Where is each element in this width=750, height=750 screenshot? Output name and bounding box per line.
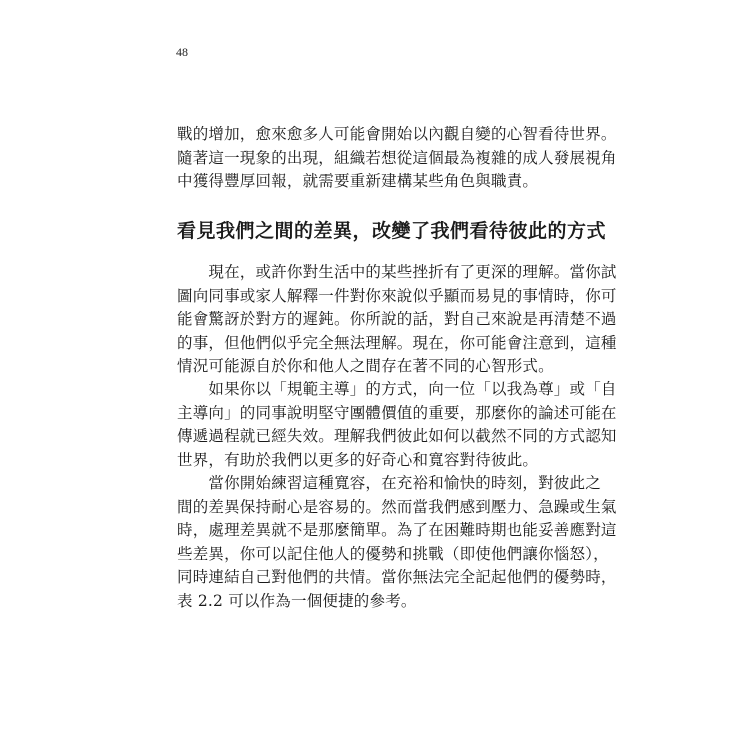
text-line: 表 2.2 可以作為一個便捷的參考。 [177,591,417,610]
text-line: 情況可能源自於你和他人之間存在著不同的心智形式。 [177,357,554,375]
text-line: 世界，有助於我們以更多的好奇心和寬容對待彼此。 [177,450,539,469]
paragraph-1 [177,261,617,379]
text-line: 中獲得豐厚回報，就需要重新建構某些角色與職責。 [177,172,539,190]
text-line: 能會驚訝於對方的遲鈍。你所說的話，對自己來說是再清楚不過 [177,310,617,328]
text-line: 隨著這一現象的出現，組織若想從這個最為複雜的成人發展視角 [177,148,617,167]
text-line: 現在，或許你對生活中的某些挫折有了更深的理解。當你試 [177,263,617,281]
page-number: 48 [176,45,188,59]
intro-paragraph [177,123,617,194]
paragraph-3 [177,472,617,613]
text-line: 圖向同事或家人解釋一件對你來說似乎顯而易見的事情時，你可 [177,286,617,305]
text-line: 當你開始練習這種寬容，在充裕和愉快的時刻，對彼此之 [177,474,601,492]
text-line: 的事，但他們似乎完全無法理解。現在，你可能會注意到，這種 [177,333,617,352]
text-line: 傳遞過程就已經失效。理解我們彼此如何以截然不同的方式認知 [177,427,617,445]
text-line: 主導向」的同事說明堅守團體價值的重要，那麼你的論述可能在 [177,403,617,422]
paragraph-2 [177,378,617,472]
text-line: 戰的增加，愈來愈多人可能會開始以內觀自變的心智看待世界。 [177,125,617,143]
text-line: 同時連結自己對他們的共情。當你無法完全記起他們的優勢時， [177,568,617,586]
section-heading: 看見我們之間的差異，改變了我們看待彼此的方式 [177,220,607,242]
text-line: 些差異，你可以記住他人的優勢和挑戰（即使他們讓你惱怒）， [177,544,609,563]
text-line: 間的差異保持耐心是容易的。然而當我們感到壓力、急躁或生氣 [177,497,617,516]
text-line: 時，處理差異就不是那麼簡單。為了在困難時期也能妥善應對這 [177,521,617,539]
text-line: 如果你以「規範主導」的方式，向一位「以我為尊」或「自 [177,380,617,398]
